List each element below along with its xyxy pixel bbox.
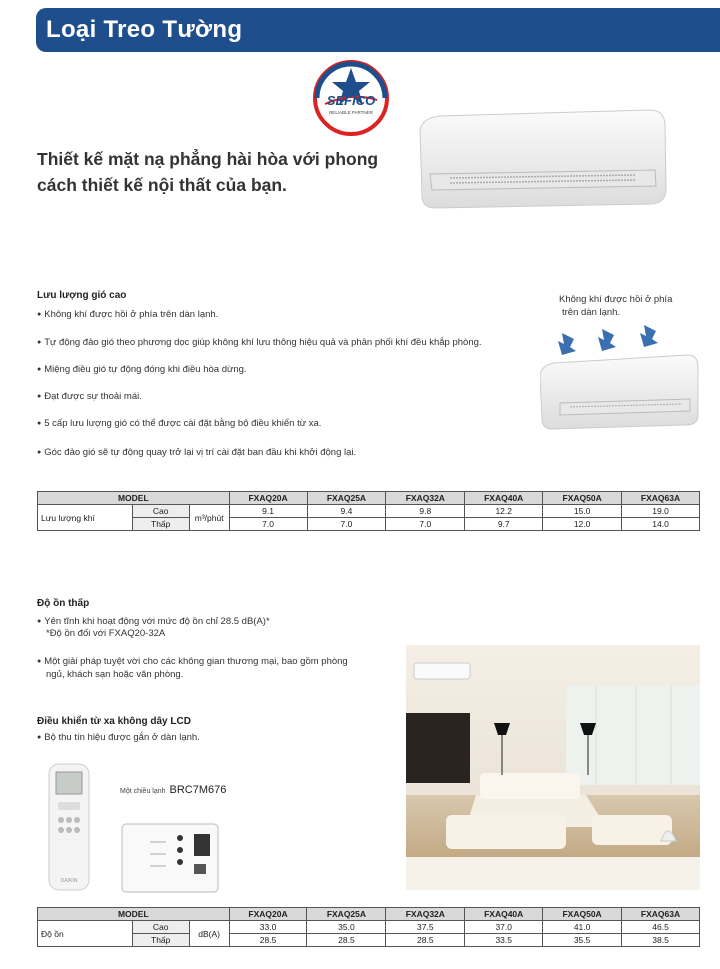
cell: 12.2 <box>465 505 543 518</box>
noise-section-title: Độ ồn thấp <box>37 598 90 609</box>
airflow-spec-table <box>37 491 700 531</box>
remote-section-title: Điều khiển từ xa không dây LCD <box>37 716 191 727</box>
cell: 9.8 <box>386 505 465 518</box>
row-label: Lưu lượng khí <box>38 505 133 531</box>
model-col: FXAQ40A <box>465 492 543 505</box>
table-row <box>38 518 700 531</box>
cell: 9.4 <box>307 505 386 518</box>
remote-model-label <box>120 784 226 796</box>
cell: 33.5 <box>465 934 543 947</box>
sefico-logo <box>311 58 391 138</box>
cell: 28.5 <box>386 934 465 947</box>
svg-text:DAIKIN: DAIKIN <box>60 878 78 884</box>
sub-label: Thấp <box>132 934 189 947</box>
model-header: MODEL <box>38 908 230 921</box>
model-col: FXAQ20A <box>229 492 307 505</box>
sub-label: Cao <box>132 921 189 934</box>
model-col: FXAQ20A <box>229 908 307 921</box>
cell: 46.5 <box>622 921 700 934</box>
caption-line-1: Không khí được hồi ở phía <box>559 294 673 305</box>
living-room-photo <box>406 645 700 890</box>
cell: 28.5 <box>229 934 307 947</box>
model-col: FXAQ63A <box>622 908 700 921</box>
list-item: ● Đạt được sự thoải mái. <box>37 390 142 404</box>
model-col: FXAQ63A <box>622 492 700 505</box>
airflow-section-title: Lưu lượng gió cao <box>37 290 127 301</box>
logo-text: SEFICO <box>326 93 376 108</box>
headline <box>37 146 397 198</box>
cell: 28.5 <box>307 934 386 947</box>
caption-line-2: trên dàn lạnh. <box>562 307 621 318</box>
sub-label: Thấp <box>132 518 189 531</box>
model-col: FXAQ32A <box>386 908 465 921</box>
remote-controller-image <box>46 762 92 892</box>
wall-ac-unit-image <box>410 90 670 215</box>
cell: 38.5 <box>622 934 700 947</box>
list-item: ● Yên tĩnh khi hoạt động với mức độ ồn chỉ 28.5 dB(A)* <box>37 615 270 629</box>
sub-label: Cao <box>132 505 189 518</box>
list-item-cont: ngủ, khách sạn hoặc văn phòng. <box>46 669 184 680</box>
remote-type-label: Một chiều lạnh <box>120 788 166 795</box>
noise-spec-table <box>37 907 700 947</box>
headline-line-2: cách thiết kế nội thất của bạn. <box>37 175 287 195</box>
model-col: FXAQ32A <box>386 492 465 505</box>
list-item: ● Tự động đảo gió theo phương dọc giúp không khí lưu thông hiệu quả và phân phối khí đều khắp phòng. <box>37 336 482 350</box>
list-item-note: *Độ ồn đối với FXAQ20-32A <box>46 628 166 639</box>
cell: 35.5 <box>543 934 622 947</box>
list-item: ● Góc đảo gió sẽ tự động quay trở lại vị trí cài đặt ban đầu khi khởi động lại. <box>37 446 356 460</box>
table-row <box>38 934 700 947</box>
unit-cell: dB(A) <box>189 921 229 947</box>
unit-cell: m³/phút <box>189 505 229 531</box>
table-row <box>38 921 700 934</box>
model-col: FXAQ40A <box>465 908 543 921</box>
cell: 9.7 <box>465 518 543 531</box>
page-title: Loại Treo Tường <box>46 16 243 43</box>
list-item: ● Bộ thu tín hiệu được gắn ở dàn lạnh. <box>37 731 200 745</box>
cell: 14.0 <box>622 518 700 531</box>
receiver-unit-image <box>120 822 220 894</box>
cell: 7.0 <box>386 518 465 531</box>
cell: 41.0 <box>543 921 622 934</box>
model-col: FXAQ25A <box>307 492 386 505</box>
cell: 7.0 <box>229 518 307 531</box>
model-col: FXAQ25A <box>307 908 386 921</box>
airflow-diagram <box>540 325 700 430</box>
list-item: ● Miệng điều gió tự động đóng khi điều hòa dừng. <box>37 363 247 377</box>
cell: 19.0 <box>622 505 700 518</box>
table-header-row <box>38 492 700 505</box>
logo-tagline: RELIABLE PARTNER <box>329 110 373 115</box>
list-item: ● Một giải pháp tuyệt vời cho các không gian thương mại, bao gồm phòng <box>37 655 348 669</box>
row-label: Độ ồn <box>38 921 133 947</box>
headline-line-1: Thiết kế mặt nạ phẳng hài hòa với phong <box>37 149 379 169</box>
table-row <box>38 505 700 518</box>
list-item: ● 5 cấp lưu lượng gió có thể được cài đặt bằng bộ điều khiển từ xa. <box>37 417 321 431</box>
cell: 37.0 <box>465 921 543 934</box>
cell: 9.1 <box>229 505 307 518</box>
arrow-icon <box>558 325 658 355</box>
model-header: MODEL <box>38 492 230 505</box>
cell: 15.0 <box>543 505 622 518</box>
cell: 7.0 <box>307 518 386 531</box>
table-header-row <box>38 908 700 921</box>
model-col: FXAQ50A <box>543 908 622 921</box>
model-col: FXAQ50A <box>543 492 622 505</box>
list-item: ● Không khí được hồi ở phía trên dàn lạnh. <box>37 308 218 322</box>
airflow-diagram-caption <box>559 293 699 319</box>
title-banner <box>36 8 720 52</box>
remote-model-number: BRC7M676 <box>169 784 227 796</box>
cell: 37.5 <box>386 921 465 934</box>
cell: 33.0 <box>229 921 307 934</box>
cell: 35.0 <box>307 921 386 934</box>
cell: 12.0 <box>543 518 622 531</box>
